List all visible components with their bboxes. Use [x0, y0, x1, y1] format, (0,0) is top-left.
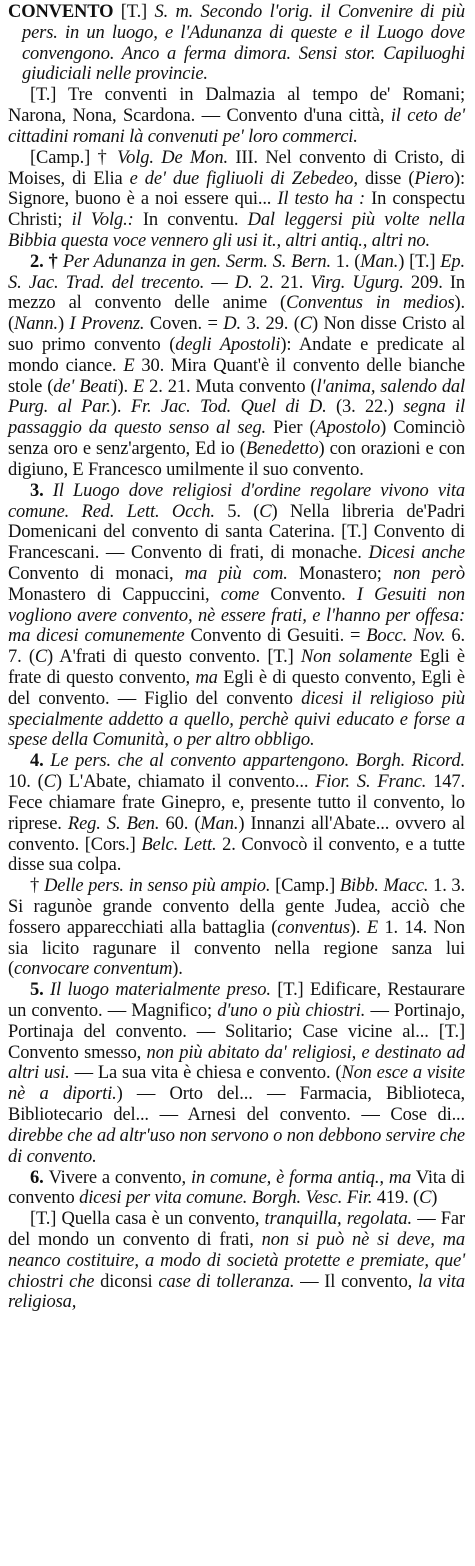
text-run: ) Non disse Cristo al suo primo convento ( [8, 314, 466, 355]
definition-paragraph [8, 2, 465, 85]
text-run: Vita di convento [8, 1167, 465, 1209]
text-run: diconsi [94, 1271, 159, 1292]
italic-text-run: C [299, 314, 312, 335]
italic-text-run: Conventus in medios [286, 293, 455, 314]
italic-text-run: tranquilla, regolata. [264, 1209, 413, 1230]
text-run: ) Cominciò senza oro e senz'argento, Ed io ( [8, 418, 465, 460]
text-run: In conspectu Christi; [8, 189, 466, 231]
text-run: In conventu. [133, 210, 248, 231]
italic-text-run: Virg. Ugurg. [310, 272, 404, 293]
italic-text-run: Piero [414, 168, 454, 189]
text-run: [Camp.] † [30, 147, 118, 168]
italic-text-run: I Provenz. [69, 314, 145, 335]
text-run: — Portinajo, Portinaja del convento. — Solitario; Case vicine al... [T.] Convento smesso, [8, 1001, 465, 1063]
italic-text-run: E [123, 355, 135, 376]
text-run: Convento di Gesuiti. = [184, 626, 367, 647]
italic-text-run: de' Beati [53, 376, 118, 397]
italic-text-run: Dicesi anche [368, 543, 465, 564]
italic-text-run: non si può nè si deve, ma neanco costituire, a modo di società protette e premiate, que' chiostri che [8, 1229, 465, 1292]
text-run: 419. ( [372, 1188, 420, 1209]
bold-text-run: CONVENTO [8, 2, 114, 22]
sense-paragraph-3 [8, 481, 465, 752]
italic-text-run: S. m. Secondo l'orig. il Convenire di più pers. in un luogo, e l'Adunanza di queste e il Luogo dove convengono. Anco a ferma dimora. Sensi stor. Capiluoghi giudiciali nelle provincie. [22, 2, 465, 85]
text-run: ). [349, 917, 367, 938]
italic-text-run: Volg. De Mon. [117, 147, 228, 168]
text-run: Egli è frate di questo convento, [8, 647, 465, 688]
italic-text-run: Man. [360, 251, 399, 272]
italic-text-run: in comune, è forma antiq., ma [190, 1167, 412, 1188]
text-run: ) [T.] [398, 251, 441, 272]
sense-paragraph-4 [8, 751, 465, 876]
italic-text-run: come [220, 584, 260, 605]
italic-text-run: E [366, 917, 378, 938]
text-run: 1. 14. Non sia licito ragunare il convento nella regione sanza lui ( [8, 917, 465, 980]
text-run: Pier ( [266, 418, 316, 439]
italic-text-run: convocare conventum [14, 959, 173, 980]
text-run: 2. Convocò il convento, e a tutte disse sua colpa. [8, 834, 465, 876]
italic-text-run: C [259, 501, 272, 522]
italic-text-run: Reg. S. Ben. [67, 813, 160, 834]
italic-text-run: Apostolo [315, 418, 381, 439]
text-run: 6. 7. ( [8, 626, 465, 668]
italic-text-run: E [133, 376, 145, 397]
italic-text-run: Bibb. Macc. [339, 876, 429, 897]
text-run: ): Andate e predicate al mondo ciance. [8, 335, 465, 376]
text-run: ): Signore, buono è a noi essere qui... [8, 168, 466, 210]
italic-text-run: D. [223, 314, 241, 335]
text-run: disse ( [357, 168, 415, 189]
sense-paragraph-2 [8, 252, 465, 481]
text-run: Convento di monaci, [8, 563, 185, 584]
italic-text-run: Dal leggersi più volte nella Bibbia questa voce vennero gli usi it., altri antiq., altri no. [8, 210, 466, 251]
text-run: † [30, 876, 45, 897]
sense-paragraph-5 [8, 980, 465, 1167]
text-run: Convento. [259, 584, 357, 605]
text-run: ) — Orto del... — Farmacia, Biblioteca, Bibliotecario del... — Arnesi del convento. — Cose di... [8, 1084, 465, 1126]
italic-text-run: dicesi il religioso più specialmente addetto a quello, perchè quivi educato e forse a spese della Comunità, o per altro obbligo. [8, 688, 465, 751]
text-run: [T.] Quella casa è un convento, [30, 1209, 265, 1230]
text-run: Egli è di questo convento, Egli è del convento. — Figlio del convento [8, 668, 465, 709]
sense-paragraph-6-continued [8, 1209, 465, 1313]
text-run: 1. ( [330, 251, 361, 272]
text-run: Monastero; [287, 563, 394, 584]
text-run: [Camp.] [270, 876, 340, 897]
italic-text-run: il Volg.: [71, 210, 134, 231]
bold-text-run: 4. [30, 751, 51, 772]
italic-text-run: Il luogo materialmente preso. [50, 980, 271, 1001]
italic-text-run: Non solamente [300, 647, 413, 668]
text-run: ). [117, 376, 133, 397]
text-run: — Far del mondo un convento di frati, [8, 1209, 465, 1250]
text-run: ). [110, 397, 131, 418]
italic-text-run: Il Luogo dove religiosi d'ordine regolare vivono vita comune. Red. Lett. Occh. [8, 480, 465, 522]
italic-text-run: e de' due figliuoli di Zebedeo, [129, 168, 358, 189]
italic-text-run: Fr. Jac. Tod. Quel di D. [130, 397, 327, 418]
italic-text-run: Non esce a visite nè a diporti. [8, 1063, 465, 1105]
text-run: 10. ( [8, 772, 44, 793]
bold-text-run: 6. [30, 1167, 49, 1188]
text-run: 5. ( [214, 501, 260, 522]
italic-text-run: segna il passaggio da questo senso al seg. [8, 397, 466, 439]
text-run: — Il convento, [294, 1271, 418, 1292]
italic-text-run: C [419, 1188, 432, 1209]
definition-paragraph [8, 148, 465, 252]
definition-paragraph [8, 85, 465, 147]
text-run: (3. 22.) [326, 397, 404, 418]
italic-text-run: Bocc. Nov. [366, 626, 446, 647]
italic-text-run: Le pers. che al convento appartengono. Borgh. Ricord. [50, 751, 465, 772]
italic-text-run: degli Apostoli [175, 335, 281, 355]
text-run: ) [57, 314, 70, 335]
bold-text-run: 3. [30, 480, 53, 501]
sense-paragraph-6 [8, 1168, 465, 1210]
bold-text-run: 5. [30, 980, 51, 1001]
text-run: ) L'Abate, chiamato il convento... [55, 772, 316, 793]
text-run: ) A'frati di questo convento. [T.] [47, 647, 301, 668]
italic-text-run: I Gesuiti non vogliono avere convento, nè essere frati, e l'hanno per offesa: ma dicesi comunemente [8, 584, 466, 647]
italic-text-run: conventus [277, 917, 350, 938]
text-run: 1. 3. Si ragunòe grande convento della gente Judea, acciò che fossero apparecchiati alla battaglia ( [8, 876, 466, 938]
italic-text-run: ma [195, 668, 218, 688]
text-run: Vivere a convento, [48, 1167, 191, 1188]
text-run: 30. Mira Quant'è il convento delle bianche stole ( [8, 355, 465, 397]
italic-text-run: Delle pers. in senso più ampio. [44, 876, 271, 897]
italic-text-run: d'uno o più chiostri. [217, 1001, 366, 1021]
italic-text-run: direbbe che ad altr'uso non servono o non debbono servire che di convento. [8, 1125, 465, 1167]
italic-text-run: Nann. [14, 314, 58, 335]
text-run: ) Innanzi all'Abate... ovvero al convento. [Cors.] [8, 813, 466, 855]
text-run: Monastero di Cappuccini, [8, 584, 221, 605]
italic-text-run: case di tolleranza. [158, 1271, 295, 1292]
italic-text-run: C [43, 772, 56, 793]
text-run: ). ( [8, 293, 465, 335]
italic-text-run: la vita religiosa, [8, 1271, 465, 1313]
text-run: 2. 21. [252, 272, 311, 293]
italic-text-run: Man. [200, 813, 239, 834]
italic-text-run: Il testo ha : [277, 189, 366, 210]
text-run: Coven. = [144, 314, 224, 335]
text-run: ) [431, 1188, 438, 1209]
italic-text-run: Fior. S. Franc. [315, 772, 427, 793]
italic-text-run: dicesi per vita comune. Borgh. Vesc. Fir. [79, 1188, 373, 1209]
text-run: 3. 29. ( [240, 314, 300, 335]
text-run: ). [172, 959, 183, 980]
text-run: 209. In mezzo al convento delle anime ( [8, 272, 465, 314]
text-run: 147. Fece chiamare frate Ginepro, e, presente tutto il convento, lo riprese. [8, 772, 465, 834]
bold-text-run: 2. † [30, 251, 63, 272]
italic-text-run: Per Adunanza in gen. Serm. S. Bern. [62, 251, 331, 272]
text-run: [T.] Edificare, Restaurare un convento. — Magnifico; [8, 980, 465, 1021]
text-run: 2. 21. Muta convento ( [144, 376, 317, 397]
text-run: [T.] Tre conventi in Dalmazia al tempo de' Romani; Narona, Nona, Scardona. — Convento d'una città, [8, 85, 465, 127]
text-run: [T.] [113, 2, 155, 22]
text-run: — La sua vita è chiesa e convento. ( [69, 1063, 342, 1084]
italic-text-run: il ceto de' cittadini romani là convenuti pe' loro commerci. [8, 106, 465, 147]
italic-text-run: l'anima, salendo dal Purg. al Par. [8, 376, 466, 418]
italic-text-run: C [34, 647, 48, 668]
sense-paragraph-4-extended [8, 876, 465, 980]
italic-text-run: non però [393, 563, 466, 584]
italic-text-run: Benedetto [245, 439, 319, 460]
text-run: ) Nella libreria de'Padri Domenicani del convento di santa Caterina. [T.] Convento di Francescani. — Convento di frati, di monache. [8, 501, 465, 564]
text-run: III. Nel convento di Cristo, di Moises, di Elia [8, 147, 465, 189]
text-run: ) con orazioni e con digiuno, E Francesco umilmente il suo convento. [8, 439, 465, 480]
italic-text-run: ma più com. [184, 563, 288, 584]
italic-text-run: non più abitato da' religiosi, e destinato ad altri usi. [8, 1042, 465, 1084]
italic-text-run: Belc. Lett. [141, 834, 217, 855]
italic-text-run: Ep. S. Jac. Trad. del trecento. — D. [8, 251, 465, 293]
text-run: 60. ( [159, 813, 201, 834]
